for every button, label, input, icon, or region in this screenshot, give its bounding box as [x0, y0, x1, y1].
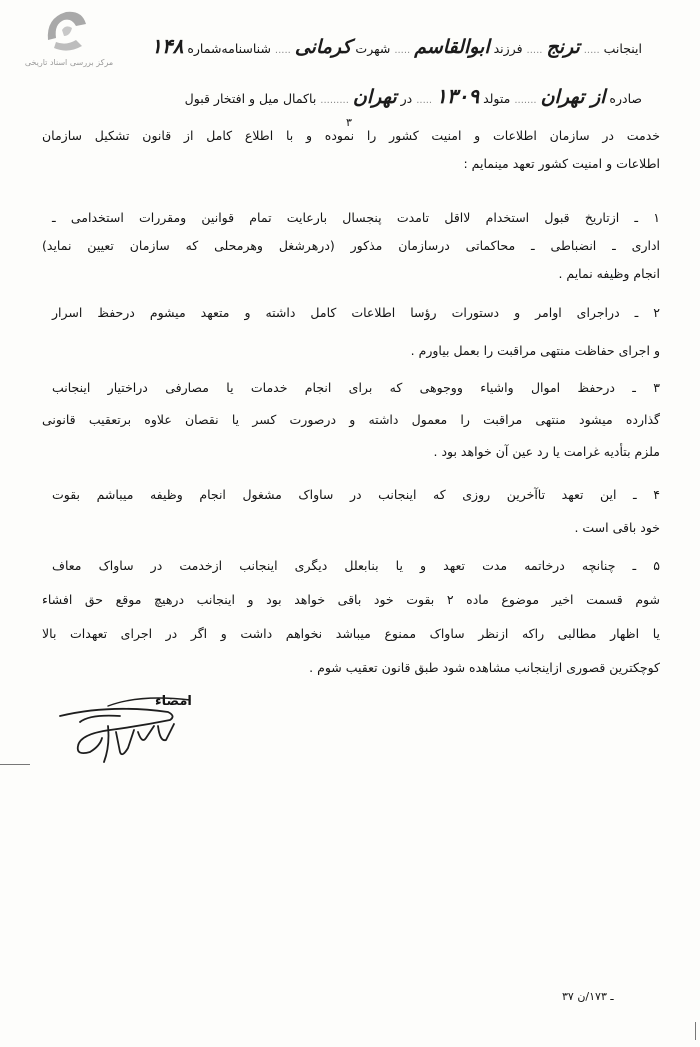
fill-dots: ..... — [583, 45, 600, 56]
clause-4-line-2: خود باقی است . — [574, 520, 660, 535]
clause-5-line-1: ۵ ـ چنانچه درخاتمه مدت تعهد و یا بنابعلل دیگری اینجانب ازخدمت در ساواک معاف — [52, 558, 660, 573]
handwritten-surname: کرمانی — [294, 36, 352, 58]
archive-logo-icon — [42, 6, 90, 52]
page-edge-mark — [695, 1022, 696, 1040]
clause-3-line-1: ۳ ـ درحفظ اموال واشیاء ووجوهی که برای انجام خدمات یا مصارفی دراختیار اینجانب — [52, 380, 660, 395]
label-in: در — [400, 91, 413, 106]
clause-5-line-2: شوم قسمت اخیر موضوع ماده ۲ بقوت خود باقی خواهد بود و اینجانب درهیچ موقع حق افشاء — [42, 592, 660, 607]
label-id-number: شناسنامه‌شماره — [187, 41, 271, 56]
clause-3-line-3: ملزم بتأدیه غرامت یا رد عین آن خواهد بود . — [433, 444, 660, 459]
fill-dots: ..... — [526, 45, 543, 56]
clause-2-line-1: ۲ ـ دراجرای اوامر و دستورات رؤسا اطلاعات کامل داشته و متعهد میشوم درحفظ اسرار — [52, 305, 660, 320]
label-issued: صادره — [609, 91, 642, 106]
handwritten-birth-place: تهران — [352, 86, 397, 108]
handwritten-insert-mark: ۳ — [346, 116, 352, 129]
clause-2-line-2: و اجرای حفاظت منتهی مراقبت را بعمل بیاورم . — [410, 343, 660, 358]
fill-dots: ....... — [514, 95, 537, 106]
document-code: ۳۷ ـ ۱۷۳/ن — [562, 990, 614, 1003]
signature-label: امضاء — [155, 694, 192, 709]
header-line-1 — [151, 34, 642, 59]
watermark-text: مرکز بررسی اسناد تاریخی — [24, 58, 114, 67]
fill-dots: ..... — [274, 45, 291, 56]
header-line-2 — [184, 84, 642, 109]
clause-4-line-1: ۴ ـ این تعهد تاآخرین روزی که اینجانب در ساواک مشغول انجام وظیفه میباشم بقوت — [52, 487, 660, 502]
label-surname: شهرت — [355, 41, 391, 56]
handwritten-birth-year: ۱۳۰۹ — [436, 84, 480, 108]
clause-1-line-1: ۱ ـ ازتاریخ قبول استخدام لااقل تامدت پنجسال بارعایت تمام قوانین ومقررات استخدامی ـ — [52, 210, 660, 225]
handwritten-father-name: ابوالقاسم — [414, 36, 490, 58]
clause-1-line-3: انجام وظیفه نمایم . — [558, 266, 660, 281]
clause-1-line-2: اداری ـ انضباطی ـ محاکماتی درسازمان مذکور (درهرشغل وهرمحلی که سازمان تعیین نماید) — [42, 238, 660, 253]
clause-5-line-4: کوچکترین قصوری ازاینجانب مشاهده شود طبق قانون تعقیب شوم . — [309, 660, 660, 675]
label-born: متولد — [483, 91, 511, 106]
handwritten-issued-place: از تهران — [540, 86, 606, 108]
clause-5-line-3: یا اظهار مطالبی راکه ازنظر ساواک ممنوع میباشد نخواهم داشت و اگر در اجرای تعهدات بالا — [42, 626, 660, 641]
handwritten-name: ترنج — [546, 36, 580, 58]
watermark-logo — [14, 6, 114, 74]
fill-dots: ......... — [320, 95, 349, 106]
fill-dots: ..... — [416, 95, 433, 106]
clause-3-line-2: گذارده میشود منتهی مراقبت را معمول داشته و درصورت کسر یا نقصان علاوه برتعقیب قانونی — [42, 412, 660, 427]
label-child-of: فرزند — [493, 41, 523, 56]
margin-rule — [0, 764, 30, 765]
handwritten-id-number: ۱۴۸ — [151, 34, 184, 58]
fill-dots: ..... — [394, 45, 411, 56]
label-applicant: اینجانب — [603, 41, 642, 56]
handwritten-signature — [50, 686, 200, 776]
label-acceptance: باکمال میل و افتخار قبول — [184, 91, 317, 106]
intro-line-2: اطلاعات و امنیت کشور تعهد مینمایم : — [463, 156, 660, 171]
intro-line-1: خدمت در سازمان اطلاعات و امنیت کشور را نموده و با اطلاع کامل از قانون تشکیل سازمان — [42, 128, 660, 143]
